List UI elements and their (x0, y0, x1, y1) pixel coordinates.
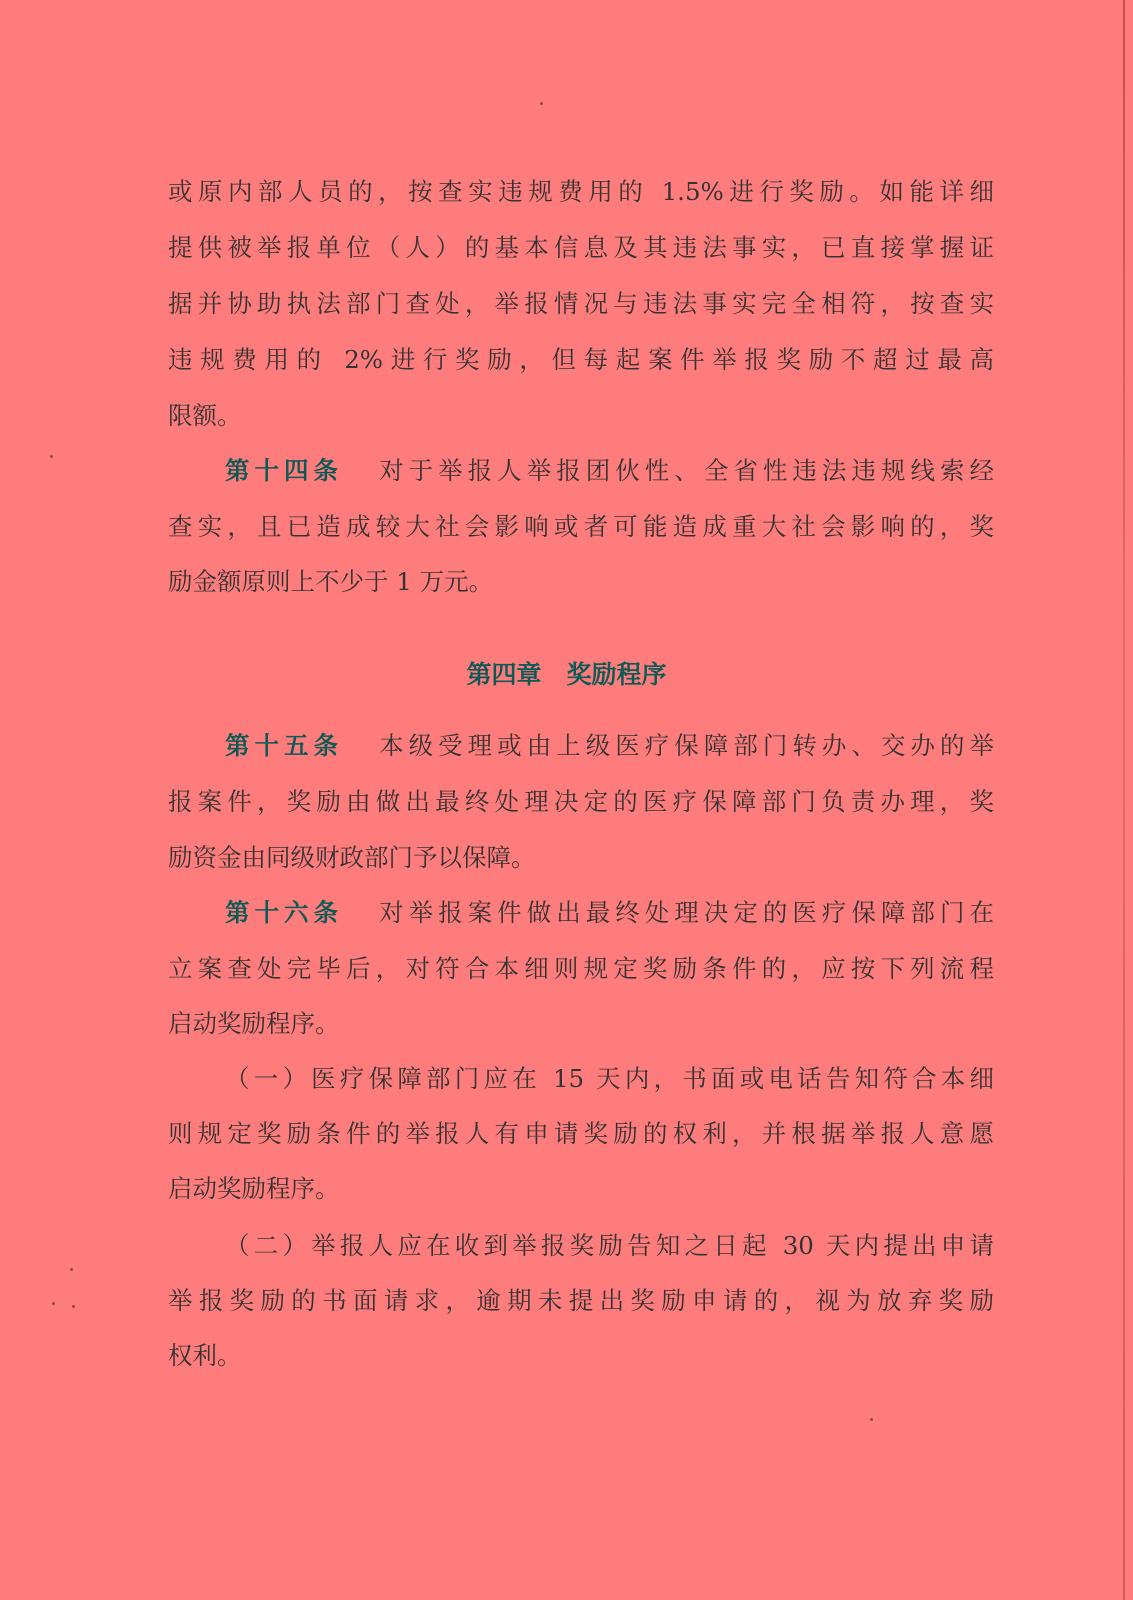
article-15-first-line (225, 726, 994, 766)
text-line: （一）医疗保障部门应在 15 天内，书面或电话告知符合本细 (225, 1064, 994, 1093)
text-line: 对于举报人举报团伙性、全省性违法违规线索经 (379, 456, 995, 485)
page-edge-shadow (1123, 0, 1125, 1600)
text-line: 励资金由同级财政部门予以保障。 (168, 843, 536, 872)
text-line: 权利。 (168, 1341, 242, 1370)
scan-speck (50, 455, 53, 458)
scan-speck (870, 1418, 873, 1421)
text-line: 本级受理或由上级医疗保障部门转办、交办的举 (379, 731, 995, 760)
text-line: 启动奖励程序。 (168, 1174, 340, 1203)
text-line: 励金额原则上不少于 1 万元。 (168, 567, 494, 596)
text-line: 启动奖励程序。 (168, 1009, 340, 1038)
chapter-heading: 第四章 奖励程序 (466, 660, 667, 689)
scan-speck (52, 1302, 55, 1305)
text-line: 对举报案件做出最终处理决定的医疗保障部门在 (379, 898, 995, 927)
text-line: 违规费用的 2%进行奖励，但每起案件举报奖励不超过最高 (168, 345, 994, 374)
text-line: （二）举报人应在收到举报奖励告知之日起 30 天内提出申请 (225, 1231, 994, 1260)
article-14-label: 第十四条 (225, 456, 344, 485)
article-15-label: 第十五条 (225, 731, 344, 760)
article-14-first-line (225, 451, 994, 491)
text-line: 限额。 (168, 401, 242, 430)
article-16-label: 第十六条 (225, 898, 344, 927)
scan-speck (540, 102, 543, 105)
scan-speck (70, 1268, 73, 1271)
text-line: 提供被举报单位（人）的基本信息及其违法事实，已直接掌握证 (168, 233, 994, 262)
text-line: 报案件，奖励由做出最终处理决定的医疗保障部门负责办理，奖 (168, 787, 994, 816)
text-line: 据并协助执法部门查处，举报情况与违法事实完全相符，按查实 (168, 289, 994, 318)
text-line: 查实，且已造成较大社会影响或者可能造成重大社会影响的，奖 (168, 512, 994, 541)
article-16-first-line (225, 893, 994, 933)
text-line: 或原内部人员的，按查实违规费用的 1.5%进行奖励。如能详细 (168, 177, 994, 206)
text-line: 举报奖励的书面请求，逾期未提出奖励申请的，视为放弃奖励 (168, 1286, 994, 1315)
scan-speck (72, 1305, 75, 1308)
text-line: 立案查处完毕后，对符合本细则规定奖励条件的，应按下列流程 (168, 954, 994, 983)
text-line: 则规定奖励条件的举报人有申请奖励的权利，并根据举报人意愿 (168, 1119, 994, 1148)
